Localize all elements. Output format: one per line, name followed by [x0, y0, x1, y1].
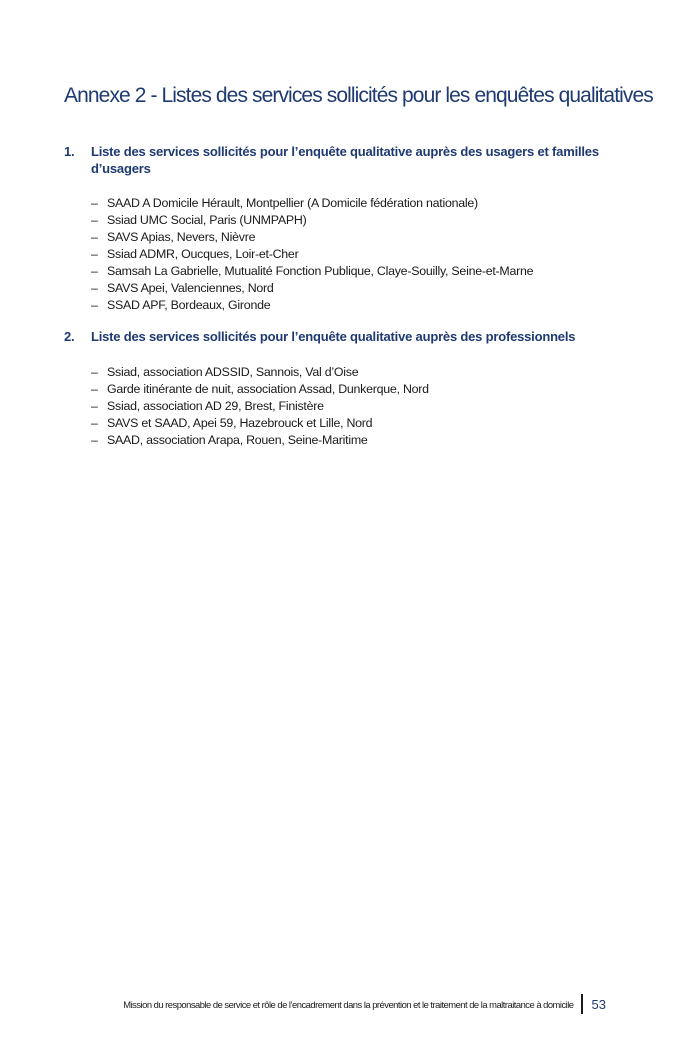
list-item-text: Ssiad, association AD 29, Brest, Finistère [107, 399, 324, 413]
list-item [91, 246, 624, 263]
section-heading-text: Liste des services sollicités pour l’enquête qualitative auprès des usagers et familles d’usagers [91, 144, 599, 176]
list-item-text: SSAD APF, Bordeaux, Gironde [107, 298, 271, 312]
footer-divider [581, 994, 583, 1014]
list-item-text: Garde itinérante de nuit, association Assad, Dunkerque, Nord [107, 382, 429, 396]
section-heading [64, 328, 624, 345]
list-item [91, 432, 624, 449]
service-list [64, 195, 624, 314]
dash-marker: – [91, 365, 98, 379]
dash-marker: – [91, 416, 98, 430]
list-item [91, 381, 624, 398]
page-title: Annexe 2 - Listes des services sollicités pour les enquêtes qualitatives [64, 84, 653, 107]
list-item-text: SAAD, association Arapa, Rouen, Seine-Maritime [107, 433, 368, 447]
dash-marker: – [91, 382, 98, 396]
dash-marker: – [91, 264, 98, 278]
section-professionnels [64, 328, 624, 449]
list-item [91, 280, 624, 297]
dash-marker: – [91, 213, 98, 227]
list-item-text: SAAD A Domicile Hérault, Montpellier (A Domicile fédération nationale) [107, 196, 478, 210]
section-number: 2. [64, 329, 75, 344]
list-item-text: Ssiad ADMR, Oucques, Loir-et-Cher [107, 247, 299, 261]
dash-marker: – [91, 433, 98, 447]
section-heading-text: Liste des services sollicités pour l’enquête qualitative auprès des professionnels [91, 329, 576, 344]
list-item [91, 398, 624, 415]
list-item [91, 297, 624, 314]
list-item [91, 212, 624, 229]
page-number: 53 [591, 996, 606, 1012]
list-item-text: Samsah La Gabrielle, Mutualité Fonction Publique, Claye-Souilly, Seine-et-Marne [107, 264, 534, 278]
dash-marker: – [91, 298, 98, 312]
list-item [91, 364, 624, 381]
list-item-text: Ssiad UMC Social, Paris (UNMPAPH) [107, 213, 307, 227]
list-item-text: SAVS Apias, Nevers, Nièvre [107, 230, 256, 244]
section-usagers [64, 143, 624, 314]
dash-marker: – [91, 247, 98, 261]
dash-marker: – [91, 196, 98, 210]
list-item-text: SAVS Apei, Valenciennes, Nord [107, 281, 274, 295]
list-item [91, 415, 624, 432]
list-item-text: SAVS et SAAD, Apei 59, Hazebrouck et Lille, Nord [107, 416, 373, 430]
service-list [64, 364, 624, 449]
page-footer [0, 994, 606, 1014]
footer-text: Mission du responsable de service et rôle de l’encadrement dans la prévention et le traitement de la maltraitance à domicile [123, 998, 574, 1010]
dash-marker: – [91, 399, 98, 413]
list-item [91, 195, 624, 212]
dash-marker: – [91, 230, 98, 244]
section-heading [64, 143, 624, 177]
list-item-text: Ssiad, association ADSSID, Sannois, Val d’Oise [107, 365, 359, 379]
list-item [91, 263, 624, 280]
section-number: 1. [64, 144, 75, 159]
list-item [91, 229, 624, 246]
dash-marker: – [91, 281, 98, 295]
